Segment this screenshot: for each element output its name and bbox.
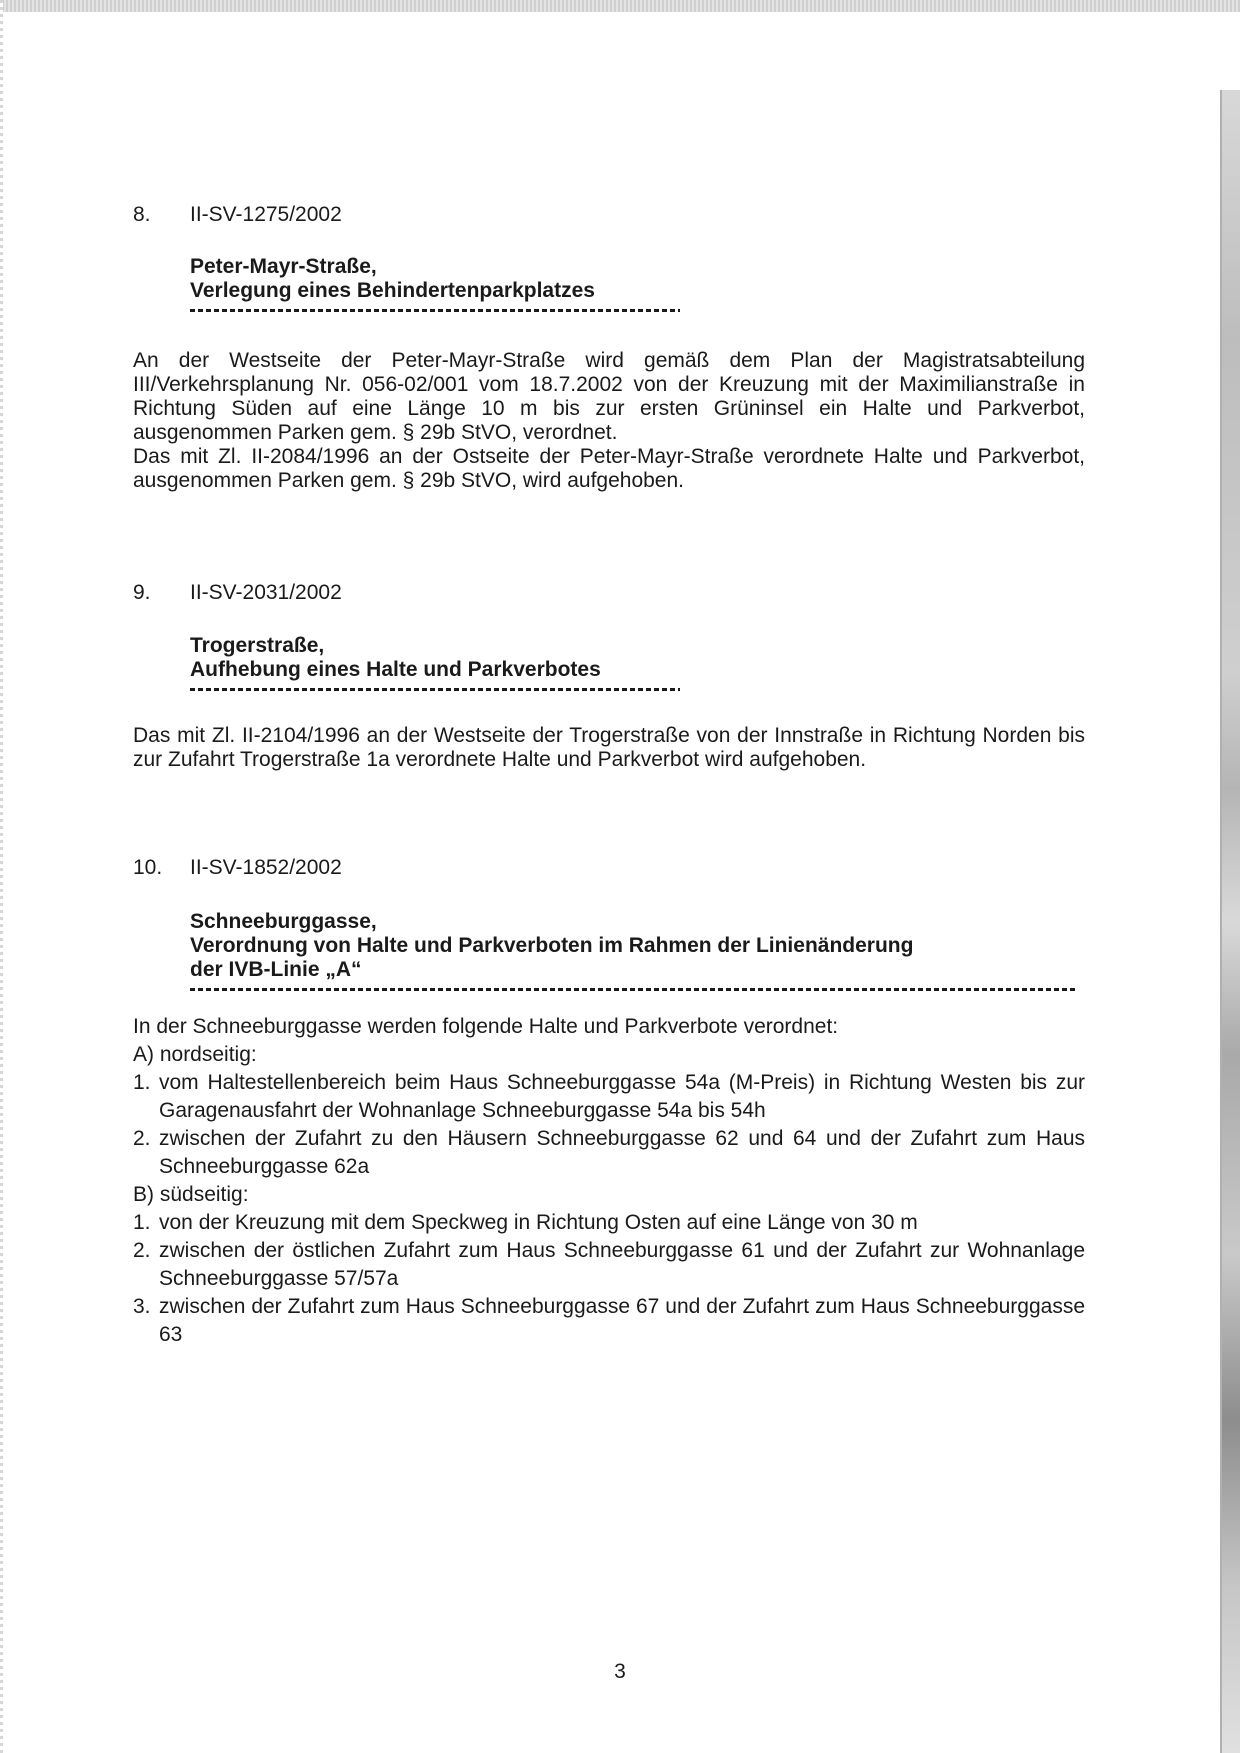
list-item-text: vom Haltestellenbereich beim Haus Schneeburggasse 54a (M-Preis) in Richtung Westen bis zur Garagenausfahrt der Wohnanlage Schneeburggasse 54a bis 54h (159, 1071, 1085, 1122)
list-item-text: zwischen der östlichen Zufahrt zum Haus Schneeburggasse 61 und der Zufahrt zur Wohnanlage Schneeburggasse 57/57a (159, 1239, 1085, 1290)
list-intro: In der Schneeburggasse werden folgende Halte und Parkverbote verordnet: (133, 1015, 839, 1038)
list-item-text: von der Kreuzung mit dem Speckweg in Richtung Osten auf eine Länge von 30 m (159, 1211, 918, 1234)
item-code: II-SV-1275/2002 (190, 203, 342, 226)
page-number: 3 (614, 1660, 626, 1683)
list-item-number: 2. (133, 1239, 151, 1262)
scan-border-left (0, 0, 3, 1753)
provision-list (133, 1013, 1085, 1349)
section-9 (133, 580, 1085, 772)
title-line: Trogerstraße, (190, 634, 325, 657)
list-item-text: zwischen der Zufahrt zu den Häusern Schneeburggasse 62 und 64 und der Zufahrt zum Haus Schneeburggasse 62a (159, 1127, 1085, 1178)
title-line: Verlegung eines Behindertenparkplatzes (190, 279, 595, 302)
list-item (133, 1237, 1085, 1293)
list-item-number: 1. (133, 1211, 151, 1234)
list-item-number: 3. (133, 1295, 151, 1318)
item-code: II-SV-1852/2002 (190, 856, 342, 879)
list-item (133, 1293, 1085, 1349)
item-number: 10. (133, 856, 163, 879)
title-line: Verordnung von Halte und Parkverboten im Rahmen der Linienänderung (190, 934, 914, 957)
title-underline (190, 688, 680, 691)
list-item (133, 1209, 1085, 1237)
list-item-number: 2. (133, 1127, 151, 1150)
item-number: 9. (133, 581, 151, 604)
paragraph: Das mit Zl. II-2104/1996 an der Westseite der Trogerstraße von der Innstraße in Richtung Norden bis zur Zufahrt Trogerstraße 1a verordnete Halte und Parkverbot wird aufgehoben. (133, 724, 1085, 771)
group-label: B) südseitig: (133, 1183, 249, 1206)
item-number: 8. (133, 203, 151, 226)
item-heading (133, 580, 1085, 606)
scan-border-top (0, 0, 1240, 12)
title-line: Peter-Mayr-Straße, (190, 255, 377, 278)
title-line: Aufhebung eines Halte und Parkverbotes (190, 658, 601, 681)
list-item (133, 1125, 1085, 1181)
item-code: II-SV-2031/2002 (190, 581, 342, 604)
item-title (190, 255, 1085, 303)
paragraph: An der Westseite der Peter-Mayr-Straße wird gemäß dem Plan der Magistratsabteilung III/Verkehrsplanung Nr. 056-02/001 vom 18.7.2002 von der Kreuzung mit der Maximilianstraße in Richtung Süden auf eine Länge 10 m bis zur ersten Grüninsel ein Halte und Parkverbot, ausgenommen Parken gem. § 29b StVO, verordnet. (133, 349, 1085, 444)
list-item-text: zwischen der Zufahrt zum Haus Schneeburggasse 67 und der Zufahrt zum Haus Schneeburggasse 63 (159, 1295, 1085, 1346)
title-underline (190, 988, 1078, 991)
title-underline (190, 309, 680, 312)
list-item-number: 1. (133, 1071, 151, 1094)
item-title (190, 634, 1085, 682)
section-10 (133, 855, 1085, 1349)
item-title (190, 910, 1085, 982)
section-8 (133, 202, 1085, 493)
paragraph: Das mit Zl. II-2084/1996 an der Ostseite der Peter-Mayr-Straße verordnete Halte und Parkverbot, ausgenommen Parken gem. § 29b StVO, wird aufgehoben. (133, 445, 1085, 492)
title-line: der IVB-Linie „A“ (190, 958, 362, 981)
item-heading (133, 855, 1085, 881)
group-label: A) nordseitig: (133, 1043, 257, 1066)
scan-border-right (1222, 90, 1240, 1753)
title-line: Schneeburggasse, (190, 910, 377, 933)
list-item (133, 1069, 1085, 1125)
item-heading (133, 202, 1085, 228)
